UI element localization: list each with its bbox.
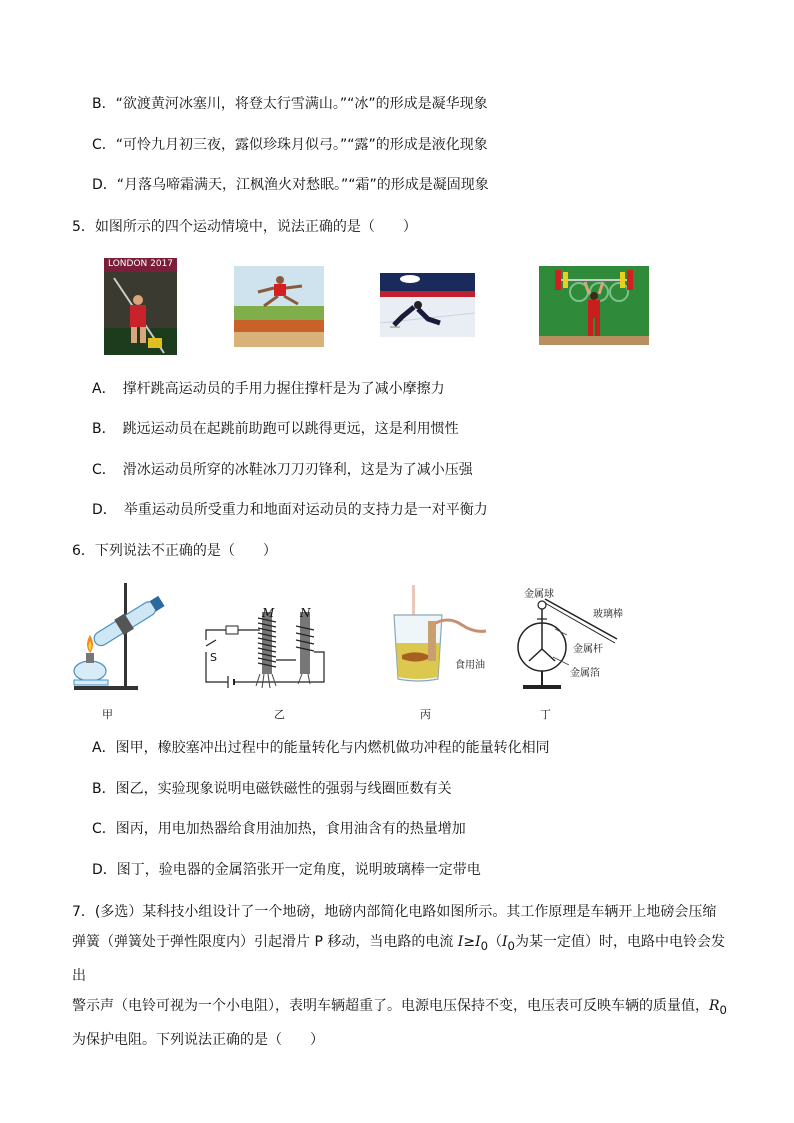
q7-line-3: 警示声（电铃可视为一个小电阻），表明车辆超重了。电源电压保持不变，电压表可反映车辆的质量值，$R_0$ [72, 997, 727, 1017]
label-metal-foil: 金属箔 [570, 668, 600, 679]
q6-stem: 6．下列说法不正确的是（ ） [72, 543, 277, 559]
figure-jia-test-tube [68, 583, 168, 693]
q7-line-1: 7．(多选）某科技小组设计了一个地磅，地磅内部简化电路如图所示。其工作原理是车辆开上地磅会压缩 [72, 904, 717, 920]
label-n: N [300, 606, 311, 620]
figure-bing-caption: 丙 [420, 708, 431, 721]
figure-jia-caption: 甲 [102, 708, 113, 721]
q4-option-d: D．“月落乌啼霜满天，江枫渔火对愁眠。”“霜”的形成是凝固现象 [92, 177, 489, 193]
pole-vault-banner: LONDON 2017 [108, 259, 174, 269]
figure-yi-caption: 乙 [274, 708, 285, 721]
q5-option-d: D． 举重运动员所受重力和地面对运动员的支持力是一对平衡力 [92, 502, 488, 518]
q6-option-d: D．图丁，验电器的金属箔张开一定角度，说明玻璃棒一定带电 [92, 862, 481, 878]
q4-option-c: C．“可怜九月初三夜，露似珍珠月似弓。”“露”的形成是液化现象 [92, 137, 488, 153]
figure-ding-caption: 丁 [540, 708, 551, 721]
speed-skating-image [380, 273, 475, 337]
q6-option-c: C．图丙，用电加热器给食用油加热，食用油含有的热量增加 [92, 821, 466, 837]
pole-vault-image [104, 258, 177, 355]
q5-option-b: B． 跳远运动员在起跳前助跑可以跳得更远，这是利用惯性 [92, 421, 459, 437]
q5-option-a: A． 撑杆跳高运动员的手用力握住撑杆是为了减小摩擦力 [92, 381, 445, 397]
weightlifting-image [539, 266, 649, 345]
q4-option-b: B．“欲渡黄河冰塞川，将登太行雪满山。”“冰”的形成是凝华现象 [92, 96, 488, 112]
label-metal-rod: 金属杆 [573, 644, 603, 655]
label-s: S [210, 651, 217, 664]
q5-stem: 5．如图所示的四个运动情境中，说法正确的是（ ） [72, 219, 417, 235]
long-jump-image [234, 266, 324, 347]
label-oil: 食用油 [455, 660, 485, 671]
q6-option-a: A．图甲，橡胶塞冲出过程中的能量转化与内燃机做功冲程的能量转化相同 [92, 740, 550, 756]
label-metal-ball: 金属球 [524, 589, 554, 600]
q6-option-b: B．图乙，实验现象说明电磁铁磁性的强弱与线圈匝数有关 [92, 781, 452, 797]
label-glass-rod: 玻璃棒 [593, 609, 623, 620]
q7-line-4: 为保护电阻。下列说法正确的是（ ） [72, 1031, 324, 1048]
q7-line-2: 弹簧（弹簧处于弹性限度内）引起滑片 P 移动，当电路的电流 $I\ge I_0(I_0$为某一定值）时，电路中电铃会发出 [72, 934, 725, 984]
q5-option-c: C． 滑冰运动员所穿的冰鞋冰刀刀刃锋利，这是为了减小压强 [92, 462, 473, 478]
q7-stem [72, 897, 732, 1055]
label-m: M [262, 606, 275, 620]
figure-ding-electroscope [515, 585, 625, 697]
